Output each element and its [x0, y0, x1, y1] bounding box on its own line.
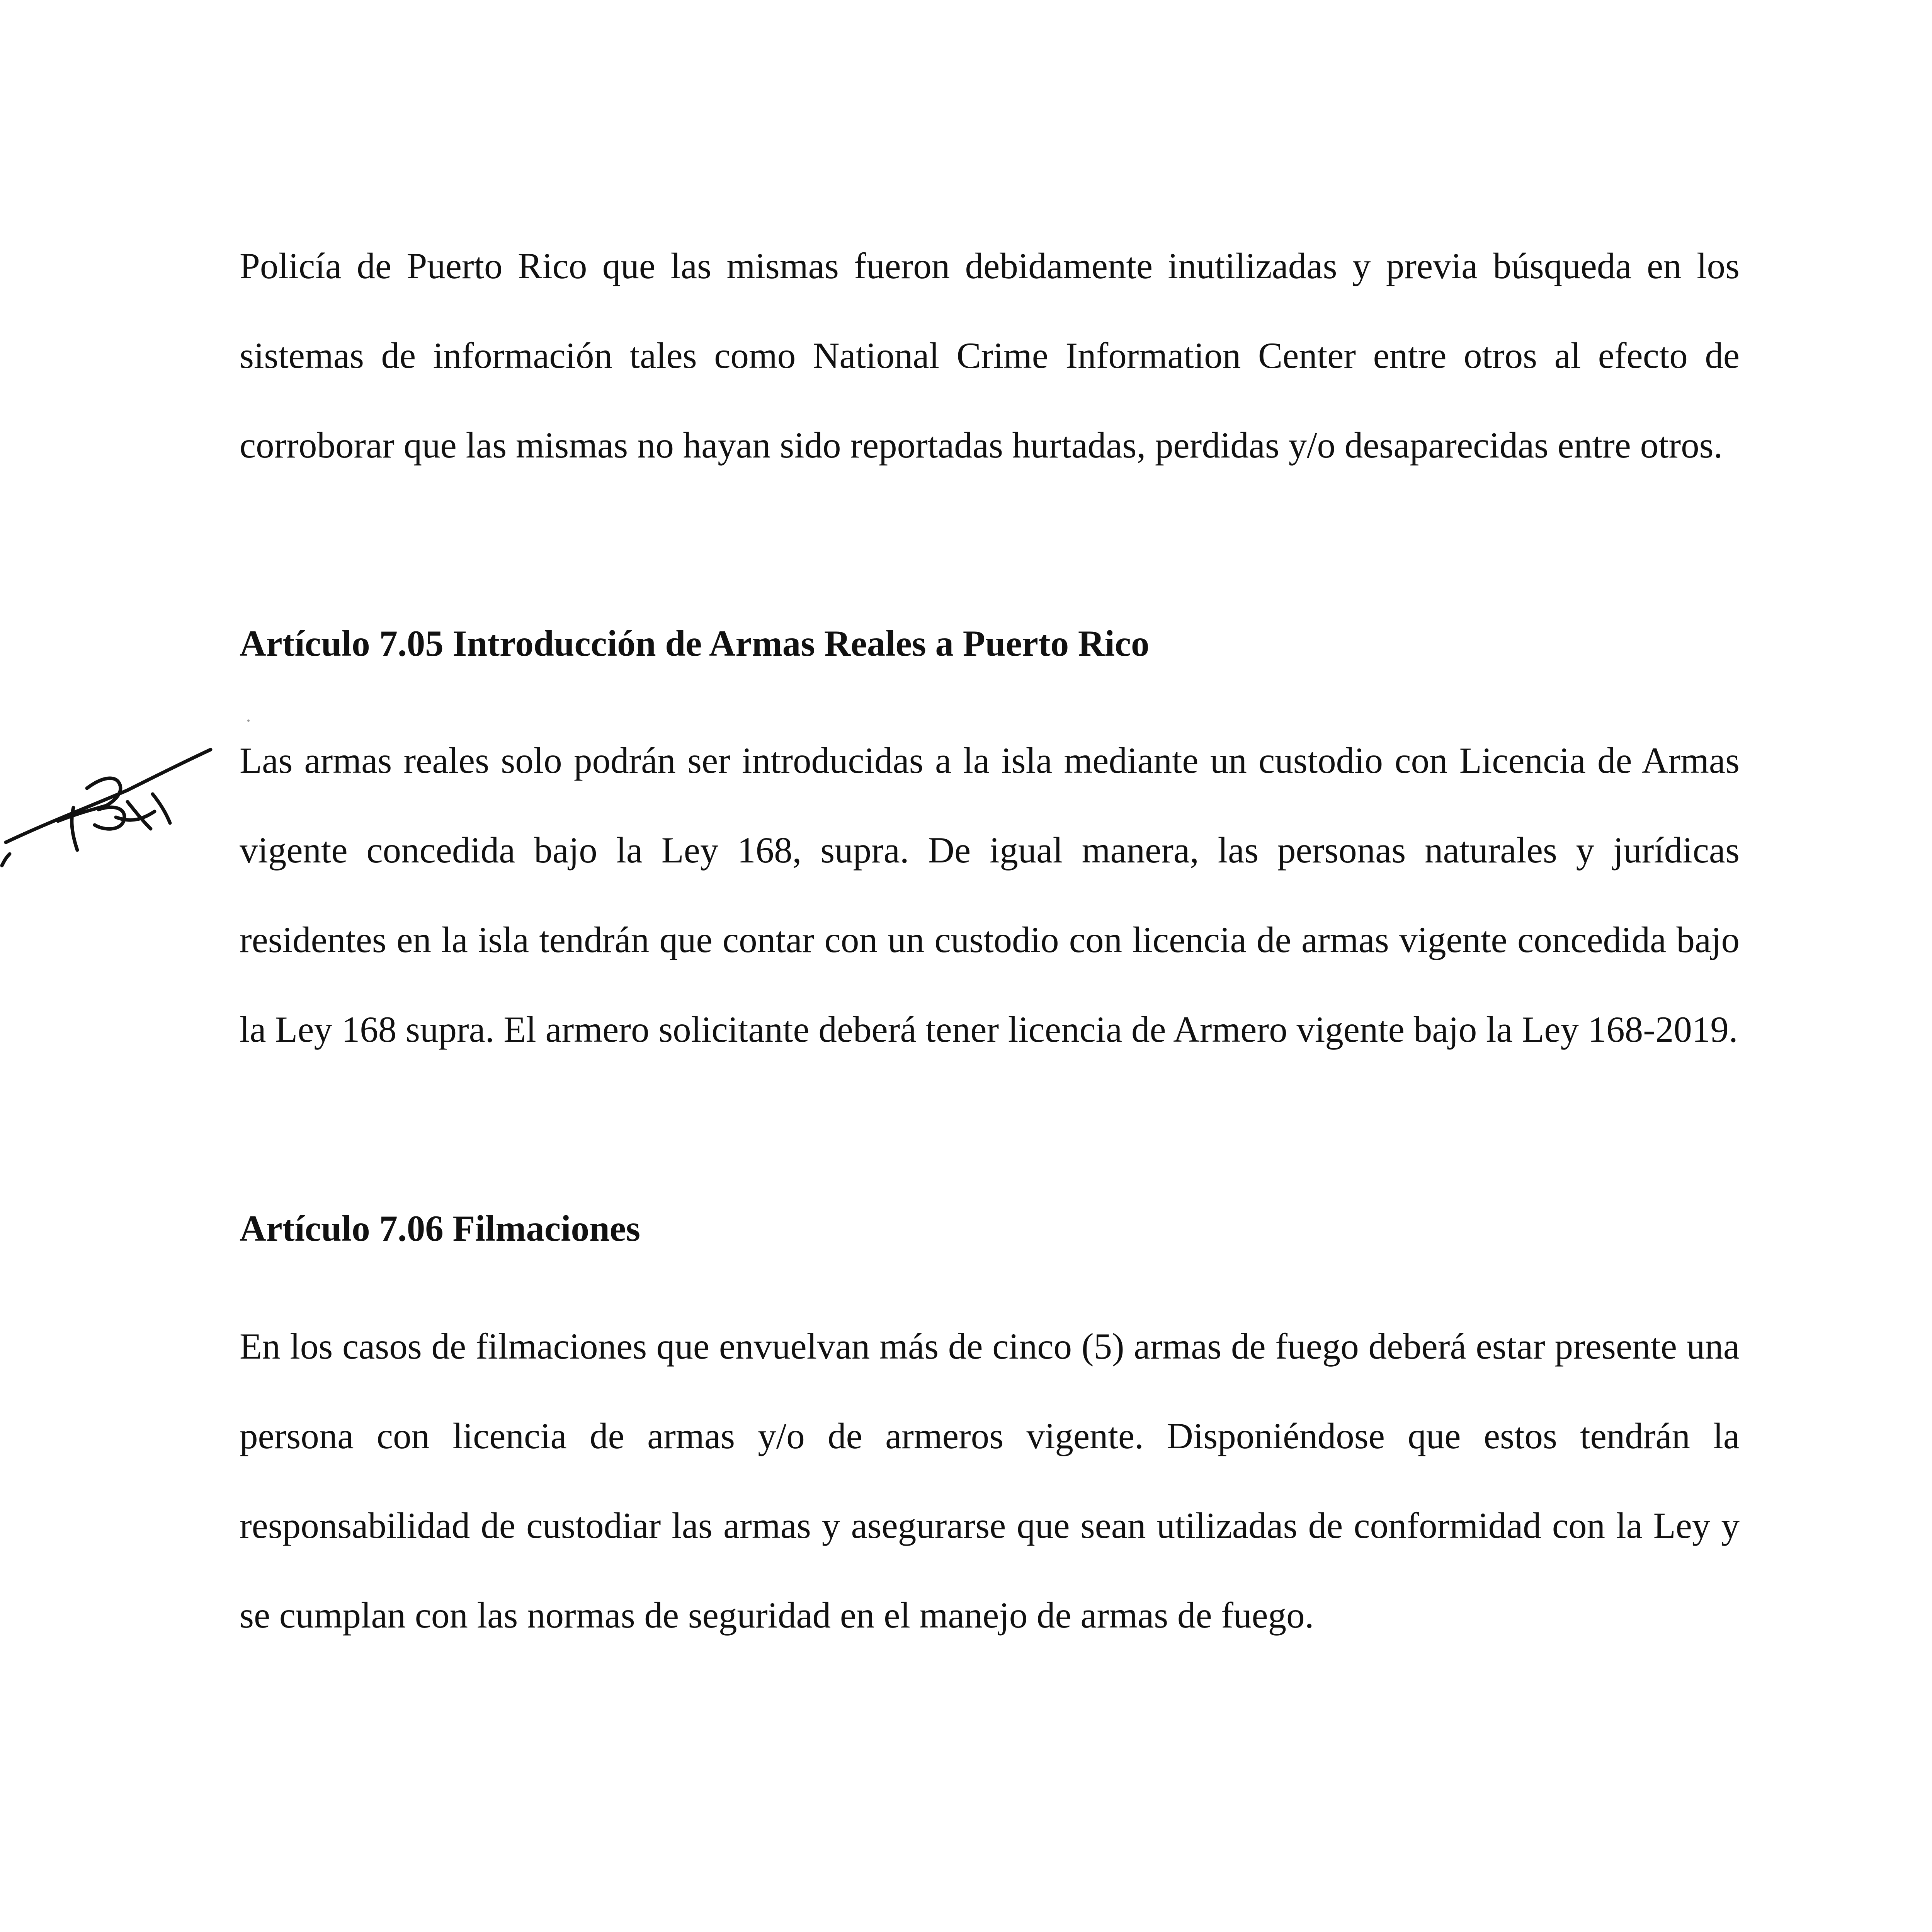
heading-article-7-06: Artículo 7.06 Filmaciones — [240, 1208, 640, 1249]
paragraph-article-7-05: Las armas reales solo podrán ser introducidas a la isla mediante un custodio con Licencia de Armas vigente concedida bajo la Ley 168, supra. De igual manera, las personas naturales y jurídicas residentes en la isla tendrán que contar con un custodio con licencia de armas vigente concedida bajo la Ley 168 supra. El armero solicitante deberá tener licencia de Armero vigente bajo la Ley 168-2019. — [240, 740, 1740, 1050]
handwritten-initials-icon — [0, 726, 224, 881]
paragraph-intro: Policía de Puerto Rico que las mismas fueron debidamente inutilizadas y previa búsqueda en los sistemas de información tales como National Crime Information Center entre otros al efecto de corroborar que las mismas no hayan sido reportadas hurtadas, perdidas y/o desaparecidas entre otros. — [240, 245, 1740, 466]
heading-article-7-05: Artículo 7.05 Introducción de Armas Reales a Puerto Rico — [240, 623, 1150, 664]
scan-speck — [247, 719, 250, 722]
paragraph-article-7-06: En los casos de filmaciones que envuelvan más de cinco (5) armas de fuego deberá estar presente una persona con licencia de armas y/o de armeros vigente. Disponiéndose que estos tendrán la responsabilidad de custodiar las armas y asegurarse que sean utilizadas de conformidad con la Ley y se cumplan con las normas de seguridad en el manejo de armas de fuego. — [240, 1326, 1740, 1636]
